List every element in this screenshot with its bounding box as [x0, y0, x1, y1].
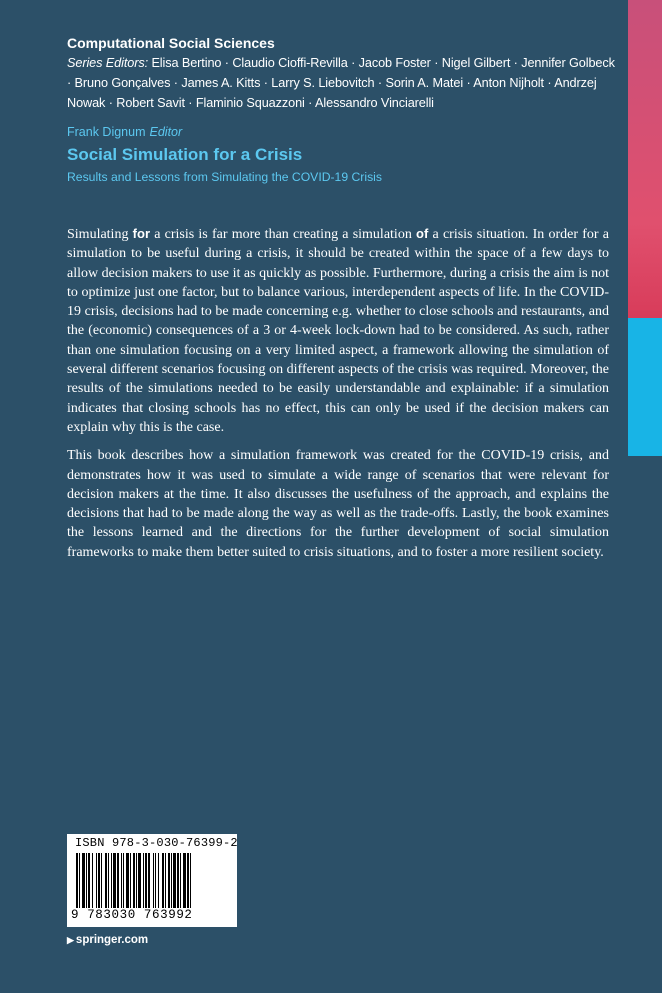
isbn-barcode: [67, 834, 237, 927]
book-title: Social Simulation for a Crisis: [67, 145, 303, 164]
description-text: Simulating: [67, 227, 133, 242]
series-title: Computational Social Sciences: [67, 35, 275, 51]
description-emphasis: of: [416, 226, 429, 241]
barcode-bars: [75, 853, 231, 913]
series-editors-label: Series Editors:: [67, 56, 148, 70]
isbn-number: ISBN 978-3-030-76399-2: [75, 836, 238, 850]
publisher-link[interactable]: [67, 933, 148, 947]
book-description: [67, 224, 609, 571]
decorative-stripe-pink: [628, 0, 662, 318]
book-editor: [67, 123, 617, 141]
description-text: a crisis situation. In order for a simulation to be useful during a crisis, it should be created within the space of a few days to allow decision makers to use it as quickly as possible. Furthermore, during a crisis the aim is not to optimize just one factor, but to balance various, interdependent aspects of life. In the COVID-19 crisis, decisions had to be made concerning e.g. whether to close schools and restaurants, and the (economic) consequences of a 3 or 4-week lock-down had to be considered. As such, rather than one simulation focusing on a very limited aspect, a framework allowing the simulation of several different scenarios focusing on different aspects of the crisis was required. Moreover, the results of the simulations needed to be easily understandable and explainable: if a simulation indicates that closing schools has no effect, this can only be used if the decision makers can explain why this is the case.: [67, 227, 610, 435]
decorative-stripe-cyan: [628, 318, 662, 456]
cover-header: [67, 33, 617, 186]
description-emphasis: for: [132, 226, 151, 241]
description-text: a crisis is far more than creating a simulation: [150, 227, 417, 242]
arrow-right-icon: ▶: [67, 935, 74, 945]
barcode-digits: 9 783030 763992: [71, 908, 193, 922]
description-paragraph-2: This book describes how a simulation framework was created for the COVID-19 crisis, and demonstrates how it was used to simulate a wide range of scenarios that were relevant for decision makers at the time. It also discusses the usefulness of the approach, and explains the decisions that had to be made along the way as well as the trade-offs. Lastly, the book examines the lessons learned and the directions for the further development of social simulation frameworks to make them better suited to crisis situations, and to foster a more resilient society.: [67, 448, 609, 560]
book-editor-role: Editor: [149, 125, 183, 139]
series-editors: [67, 53, 617, 113]
series-editors-list: Elisa Bertino · Claudio Cioffi-Revilla · Jacob Foster · Nigel Gilbert · Jennifer Golbeck · Bruno Gonçalves · James A. Kitts · Larry S. Liebovitch · Sorin A. Matei · Anton Nijholt · Andrzej Nowak · Robert Savit · Flaminio Squazzoni · Alessandro Vinciarelli: [67, 56, 615, 110]
book-editor-name: Frank Dignum: [67, 125, 146, 139]
description-paragraph-1: [67, 224, 609, 437]
book-subtitle: Results and Lessons from Simulating the COVID-19 Crisis: [67, 170, 382, 184]
publisher-url: springer.com: [75, 934, 149, 946]
